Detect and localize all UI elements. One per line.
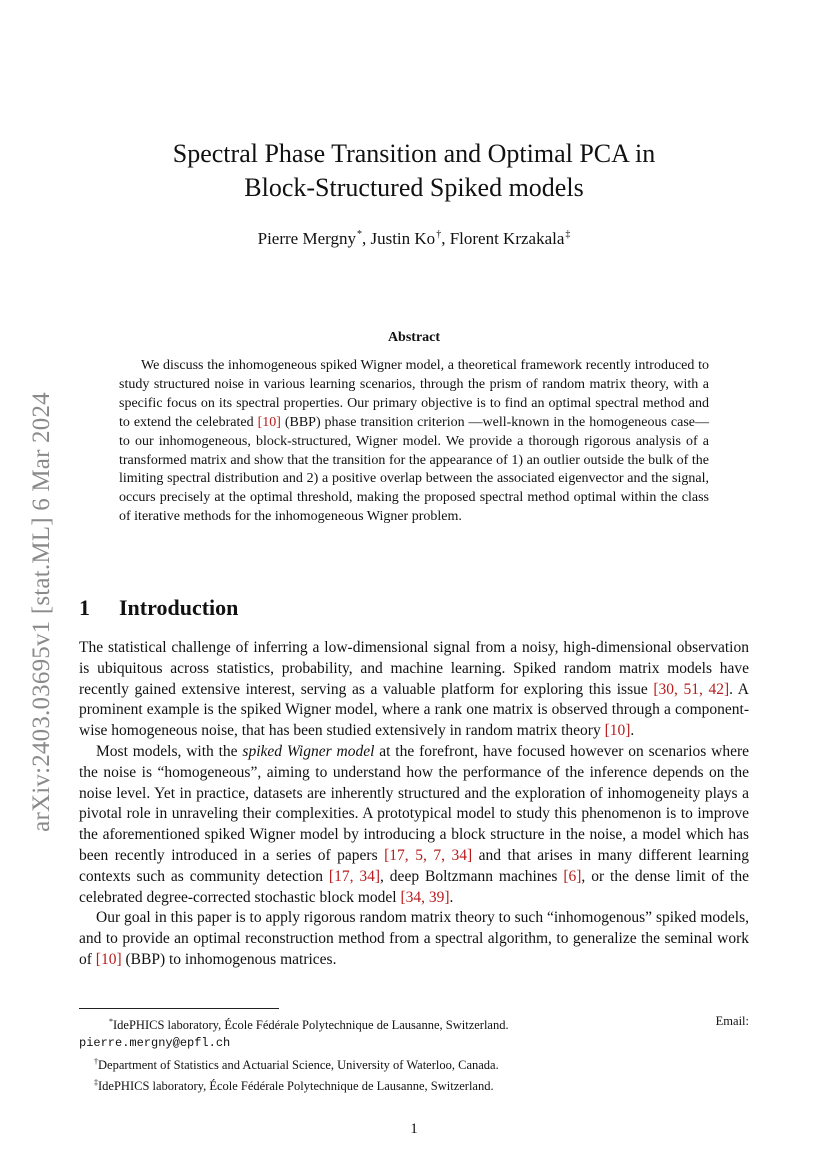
footnote-mark: † (94, 1056, 98, 1066)
author-footnote-mark[interactable]: * (356, 229, 362, 240)
footnote-1-email-line (79, 1034, 749, 1052)
paragraph-text: and that arises in many different learning contexts such as community detection (79, 846, 749, 885)
paragraph-text: The statistical challenge of inferring a low-dimensional signal from a noisy, high-dimensional observation is ubiquitous across statistics, probability, and machine learning. Spiked random matrix models have recently gained extensive interest, serving as a valuable platform for exploring this issue (79, 639, 749, 698)
author-footnote-mark[interactable]: † (436, 229, 442, 240)
arxiv-identifier[interactable]: arXiv:2403.03695v1 [stat.ML] 6 Mar 2024 (28, 392, 55, 832)
introduction-body (79, 638, 749, 971)
paragraph-text: . (630, 722, 635, 740)
footnote-3 (79, 1074, 749, 1095)
citation-link[interactable]: [10] (95, 950, 122, 968)
author-name: Justin Ko (370, 229, 436, 248)
citation-link[interactable]: [34, 39] (400, 888, 450, 906)
paragraph (79, 742, 749, 908)
footnote-text: IdePHICS laboratory, École Fédérale Polytechnique de Lausanne, Switzerland. (113, 1018, 509, 1032)
citation-link[interactable]: [10] (604, 722, 631, 740)
abstract-text: (BBP) phase transition criterion —well-known in the homogeneous case— to our inhomogeneous, block-structured, Wigner model. We provide a thorough rigorous analysis of a transformed matrix and show that the transition for the appearance of 1) an outlier outside the bulk of the limiting spectral distribution and 2) a positive overlap between the associated eigenvector and the signal, occurs precisely at the optimal threshold, making the proposed spectral method optimal within the class of iterative methods for the inhomogeneous Wigner problem. (119, 414, 709, 525)
author-name: Florent Krzakala (449, 229, 565, 248)
emphasized-term: spiked Wigner model (242, 742, 375, 760)
paragraph-text: , or the dense limit of the celebrated degree-corrected stochastic block model (79, 867, 749, 906)
footnotes (79, 1013, 749, 1095)
abstract-body (119, 357, 709, 527)
page-number: 1 (410, 1121, 418, 1137)
paragraph-text: at the forefront, have focused however on scenarios where the noise is “homogeneous”, aiming to understand how the performance of the inference depends on the noise level. Yet in practice, datasets are inherently structured and the exploration of inhomogeneity plays a pivotal role in unraveling their complexities. A prototypical model to study this phenomenon is to improve the aforementioned spiked Wigner model by introducing a block structure in the noise, a model which has been recently introduced in a series of papers (79, 742, 749, 864)
author-footnote-mark[interactable]: ‡ (565, 229, 571, 240)
abstract-heading: Abstract (387, 330, 441, 345)
author-name: Pierre Mergny (257, 229, 356, 248)
paragraph-text: . A prominent example is the spiked Wigner model, where a rank one matrix is observed through a component-wise homogeneous noise, that has been studied extensively in random matrix theory (79, 680, 749, 740)
footnote-divider (79, 1008, 279, 1009)
paragraph-text: Our goal in this paper is to apply rigorous random matrix theory to such “inhomogenous” spiked models, and to provide an optimal reconstruction method from a spectral algorithm, to generalize the seminal work of (79, 909, 749, 968)
paper-title (79, 137, 749, 205)
section-heading (79, 595, 238, 621)
paragraph (79, 638, 749, 742)
citation-link[interactable]: [10] (257, 414, 281, 430)
abstract-text: We discuss the inhomogeneous spiked Wigner model, a theoretical framework recently introduced to study structured noise in various learning scenarios, through the prism of random matrix theory, with a specific focus on its spectral properties. Our primary objective is to find an optimal spectral method and to extend the celebrated (119, 358, 709, 430)
footnote-mark: * (109, 1017, 113, 1026)
email-address[interactable]: pierre.mergny@epfl.ch (79, 1036, 231, 1051)
paragraph-text: (BBP) to inhomogenous matrices. (121, 950, 337, 968)
paragraph-text: , deep Boltzmann machines (380, 867, 564, 885)
citation-link[interactable]: [17, 5, 7, 34] (384, 846, 473, 864)
footnote-1 (79, 1013, 749, 1034)
section-number: 1 (79, 595, 90, 620)
author-list: Pierre Mergny*, Justin Ko†, Florent Krzakala‡ (257, 229, 571, 248)
email-label: Email: (715, 1014, 749, 1028)
footnote-2 (79, 1053, 749, 1074)
paragraph-text: Most models, with the (96, 742, 243, 760)
citation-link[interactable]: [30, 51, 42] (653, 680, 730, 698)
title-line-2: Block-Structured Spiked models (244, 173, 584, 202)
footnote-text: Department of Statistics and Actuarial Science, University of Waterloo, Canada. (98, 1057, 499, 1072)
footnote-mark: ‡ (94, 1077, 98, 1087)
footnote-text: IdePHICS laboratory, École Fédérale Polytechnique de Lausanne, Switzerland. (98, 1078, 494, 1093)
paragraph (79, 908, 749, 970)
section-title: Introduction (119, 595, 239, 620)
citation-link[interactable]: [17, 34] (328, 867, 381, 885)
citation-link[interactable]: [6] (563, 867, 582, 885)
title-line-1: Spectral Phase Transition and Optimal PCA in (172, 139, 656, 168)
paragraph-text: . (449, 888, 454, 906)
